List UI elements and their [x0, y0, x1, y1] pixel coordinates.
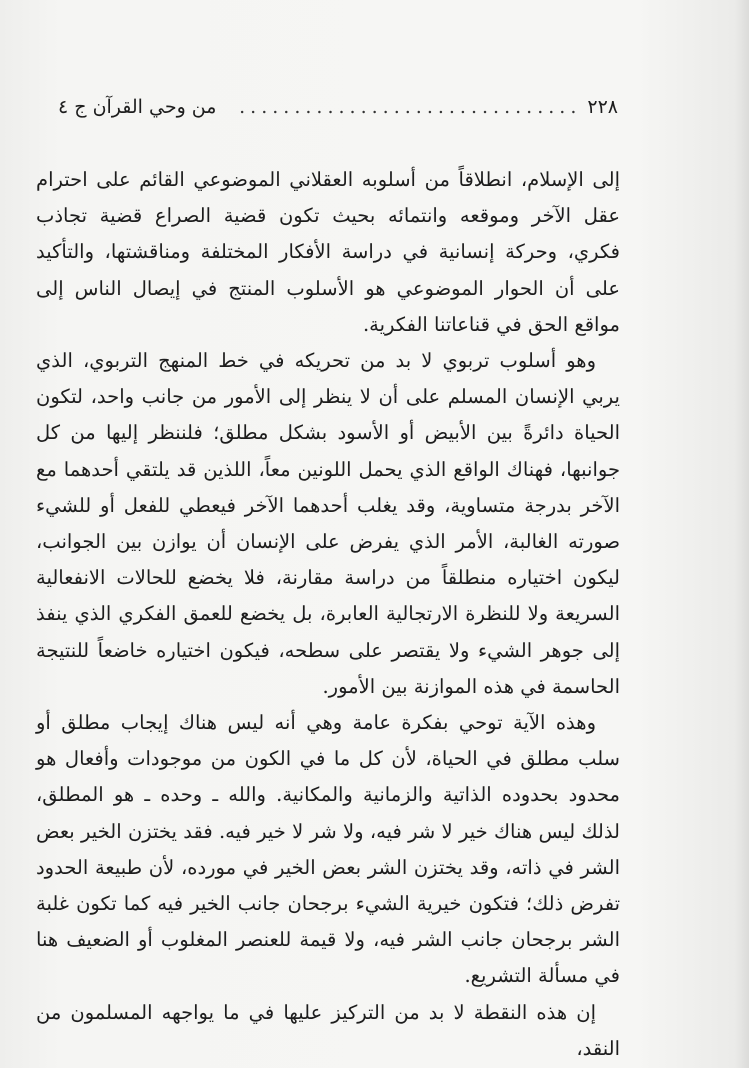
running-header: [58, 92, 618, 122]
body-text: [36, 162, 620, 1067]
paragraph-4: إن هذه النقطة لا بد من التركيز عليها في ما يواجهه المسلمون من النقد،: [36, 1000, 620, 1060]
book-title: من وحي القرآن ج ٤: [58, 96, 217, 118]
page-edge-shadow: [735, 0, 749, 1068]
paragraph-3: وهذه الآية توحي بفكرة عامة وهي أنه ليس هناك إيجاب مطلق أو سلب مطلق في الحياة، لأن كل ما في الكون من موجودات وأفعال هو محدود بحدوده الذاتية والزمانية والمكانية. والله ـ وحده ـ هو المطلق، لذلك ليس هناك خير لا شر فيه، ولا شر لا خير فيه. فقد يختزن الخير بعض الشر في ذاته، وقد يختزن الشر بعض الخير في مورده، لأن طبيعة الحدود تفرض ذلك؛ فتكون خيرية الشيء برجحان جانب الخير فيه كما تكون غلبة الشر برجحان جانب الشر فيه، ولا قيمة للعنصر المغلوب أو الضعيف هنا في مسألة التشريع.: [36, 711, 620, 988]
paragraph-1: إلى الإسلام، انطلاقاً من أسلوبه العقلاني الموضوعي القائم على احترام عقل الآخر وموقعه وانتمائه بحيث تكون قضية الصراع قضية تجاذب فكري، وحركة إنسانية في دراسة الأفكار المختلفة ومناقشتها، والتأكيد على أن الحوار الموضوعي هو الأسلوب المنتج في إيصال الناس إلى مواقع الحق في قناعاتنا الفكرية.: [36, 168, 620, 336]
header-dot-leader: ...............................: [239, 96, 582, 118]
paragraph-2: وهو أسلوب تربوي لا بد من تحريكه في خط المنهج التربوي، الذي يربي الإنسان المسلم على أن لا ينظر إلى الأمور من جانب واحد، لتكون الحياة دائرةً بين الأبيض أو الأسود بشكل مطلق؛ فلننظر إليها من كل جوانبها، فهناك الواقع الذي يحمل اللونين معاً، اللذين قد يلتقي أحدهما مع الآخر بدرجة متساوية، وقد يغلب أحدهما الآخر فيعطي للفعل أو للشيء صورته الغالبة، الأمر الذي يفرض على الإنسان أن يوازن بين الجوانب، ليكون اختياره منطلقاً من دراسة مقارنة، فلا يخضع للحالات الانفعالية السريعة ولا للنظرة الارتجالية العابرة، بل يخضع للعمق الفكري الذي ينفذ إلى جوهر الشيء ولا يقتصر على سطحه، فيكون اختياره خاضعاً للنتيجة الحاسمة في هذه الموازنة بين الأمور.: [36, 349, 620, 698]
page-number: ٢٢٨: [587, 96, 618, 118]
